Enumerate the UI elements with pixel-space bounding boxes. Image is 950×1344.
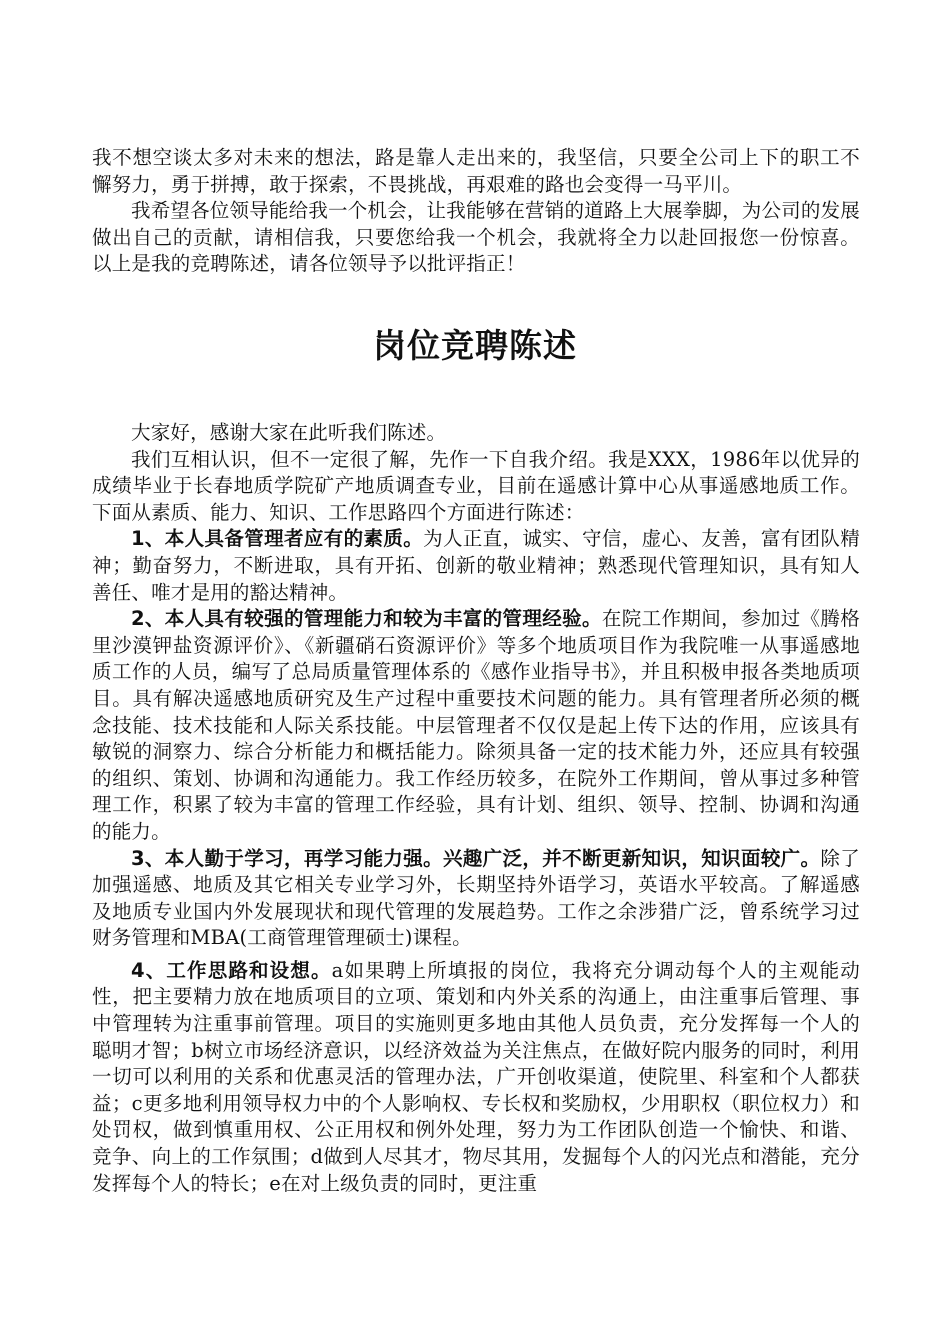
body-section bbox=[92, 420, 860, 1197]
intro-paragraph: 我不想空谈太多对未来的想法，路是靠人走出来的，我坚信，只要全公司上下的职工不懈努力，勇于拼搏，敢于探索，不畏挑战，再艰难的路也会变得一马平川。 bbox=[92, 146, 860, 196]
section-heading: 2、本人具有较强的管理能力和较为丰富的管理经验。 bbox=[131, 607, 602, 631]
intro-paragraph: 我希望各位领导能给我一个机会，让我能够在营销的道路上大展拳脚，为公司的发展做出自己的贡献，请相信我，只要您给我一个机会，我就将全力以赴回报您一份惊喜。以上是我的竞聘陈述，请各位领导予以批评指正！ bbox=[92, 199, 860, 276]
section-paragraph bbox=[92, 958, 860, 1197]
intro-section bbox=[92, 145, 860, 278]
section-text: 为人正直，诚实、守信，虚心、友善，富有团队精神；勤奋努力，不断进取，具有开拓、创新的敬业精神；熟悉现代管理知识，具有知人善任、唯才是用的豁达精神。 bbox=[92, 527, 860, 604]
section-text: 除了加强遥感、地质及其它相关专业学习外，长期坚持外语学习，英语水平较高。了解遥感及地质专业国内外发展现状和现代管理的发展趋势。工作之余涉猎广泛，曾系统学习过财务管理和MBA(工商管理管理硕士)课程。 bbox=[92, 846, 860, 950]
greeting-paragraph: 大家好，感谢大家在此听我们陈述。 bbox=[131, 421, 447, 444]
section-paragraph bbox=[92, 606, 860, 845]
section-text: 在院工作期间，参加过《腾格里沙漠钾盐资源评价》、《新疆硝石资源评价》等多个地质项目作为我院唯一从事遥感地质工作的人员，编写了总局质量管理体系的《感作业指导书》，并且积极申报各类地质项目。具有解决遥感地质研究及生产过程中重要技术问题的能力。具有管理者所必须的概念技能、技术技能和人际关系技能。中层管理者不仅仅是起上传下达的作用，应该具有敏锐的洞察力、综合分析能力和概括能力。除须具备一定的技术能力外，还应具有较强的组织、策划、协调和沟通能力。我工作经历较多，在院外工作期间，曾从事过多种管理工作，积累了较为丰富的管理工作经验，具有计划、组织、领导、控制、协调和沟通的能力。 bbox=[92, 607, 860, 843]
section-heading: 3、本人勤于学习，再学习能力强。兴趣广泛，并不断更新知识，知识面较广。 bbox=[131, 846, 821, 870]
section-paragraph bbox=[92, 846, 860, 952]
page-title: 岗位竞聘陈述 bbox=[373, 326, 577, 365]
section-heading: 1、本人具备管理者应有的素质。 bbox=[131, 527, 424, 551]
section-paragraph bbox=[92, 526, 860, 606]
section-text: a如果聘上所填报的岗位，我将充分调动每个人的主观能动性，把主要精力放在地质项目的立项、策划和内外关系的沟通上，由注重事后管理、事中管理转为注重事前管理。项目的实施则更多地由其他人员负责，充分发挥每一个人的聪明才智；b树立市场经济意识，以经济效益为关注焦点，在做好院内服务的同时，利用一切可以利用的关系和优惠灵活的管理办法，广开创收渠道，使院里、科室和个人都获益；c更多地利用领导权力中的个人影响权、专长权和奖励权，少用职权（职位权力）和处罚权，做到慎重用权、公正用权和例外处理，努力为工作团队创造一个愉快、和谐、竞争、向上的工作氛围；d做到人尽其才，物尽其用，发掘每个人的闪光点和潜能，充分发挥每个人的特长；e在对上级负责的同时，更注重 bbox=[92, 958, 860, 1195]
self-intro-paragraph: 我们互相认识，但不一定很了解，先作一下自我介绍。我是XXX，1986年以优异的成绩毕业于长春地质学院矿产地质调查专业，目前在遥感计算中心从事遥感地质工作。下面从素质、能力、知识、工作思路四个方面进行陈述： bbox=[92, 447, 860, 524]
section-heading: 4、工作思路和设想。 bbox=[131, 958, 332, 982]
